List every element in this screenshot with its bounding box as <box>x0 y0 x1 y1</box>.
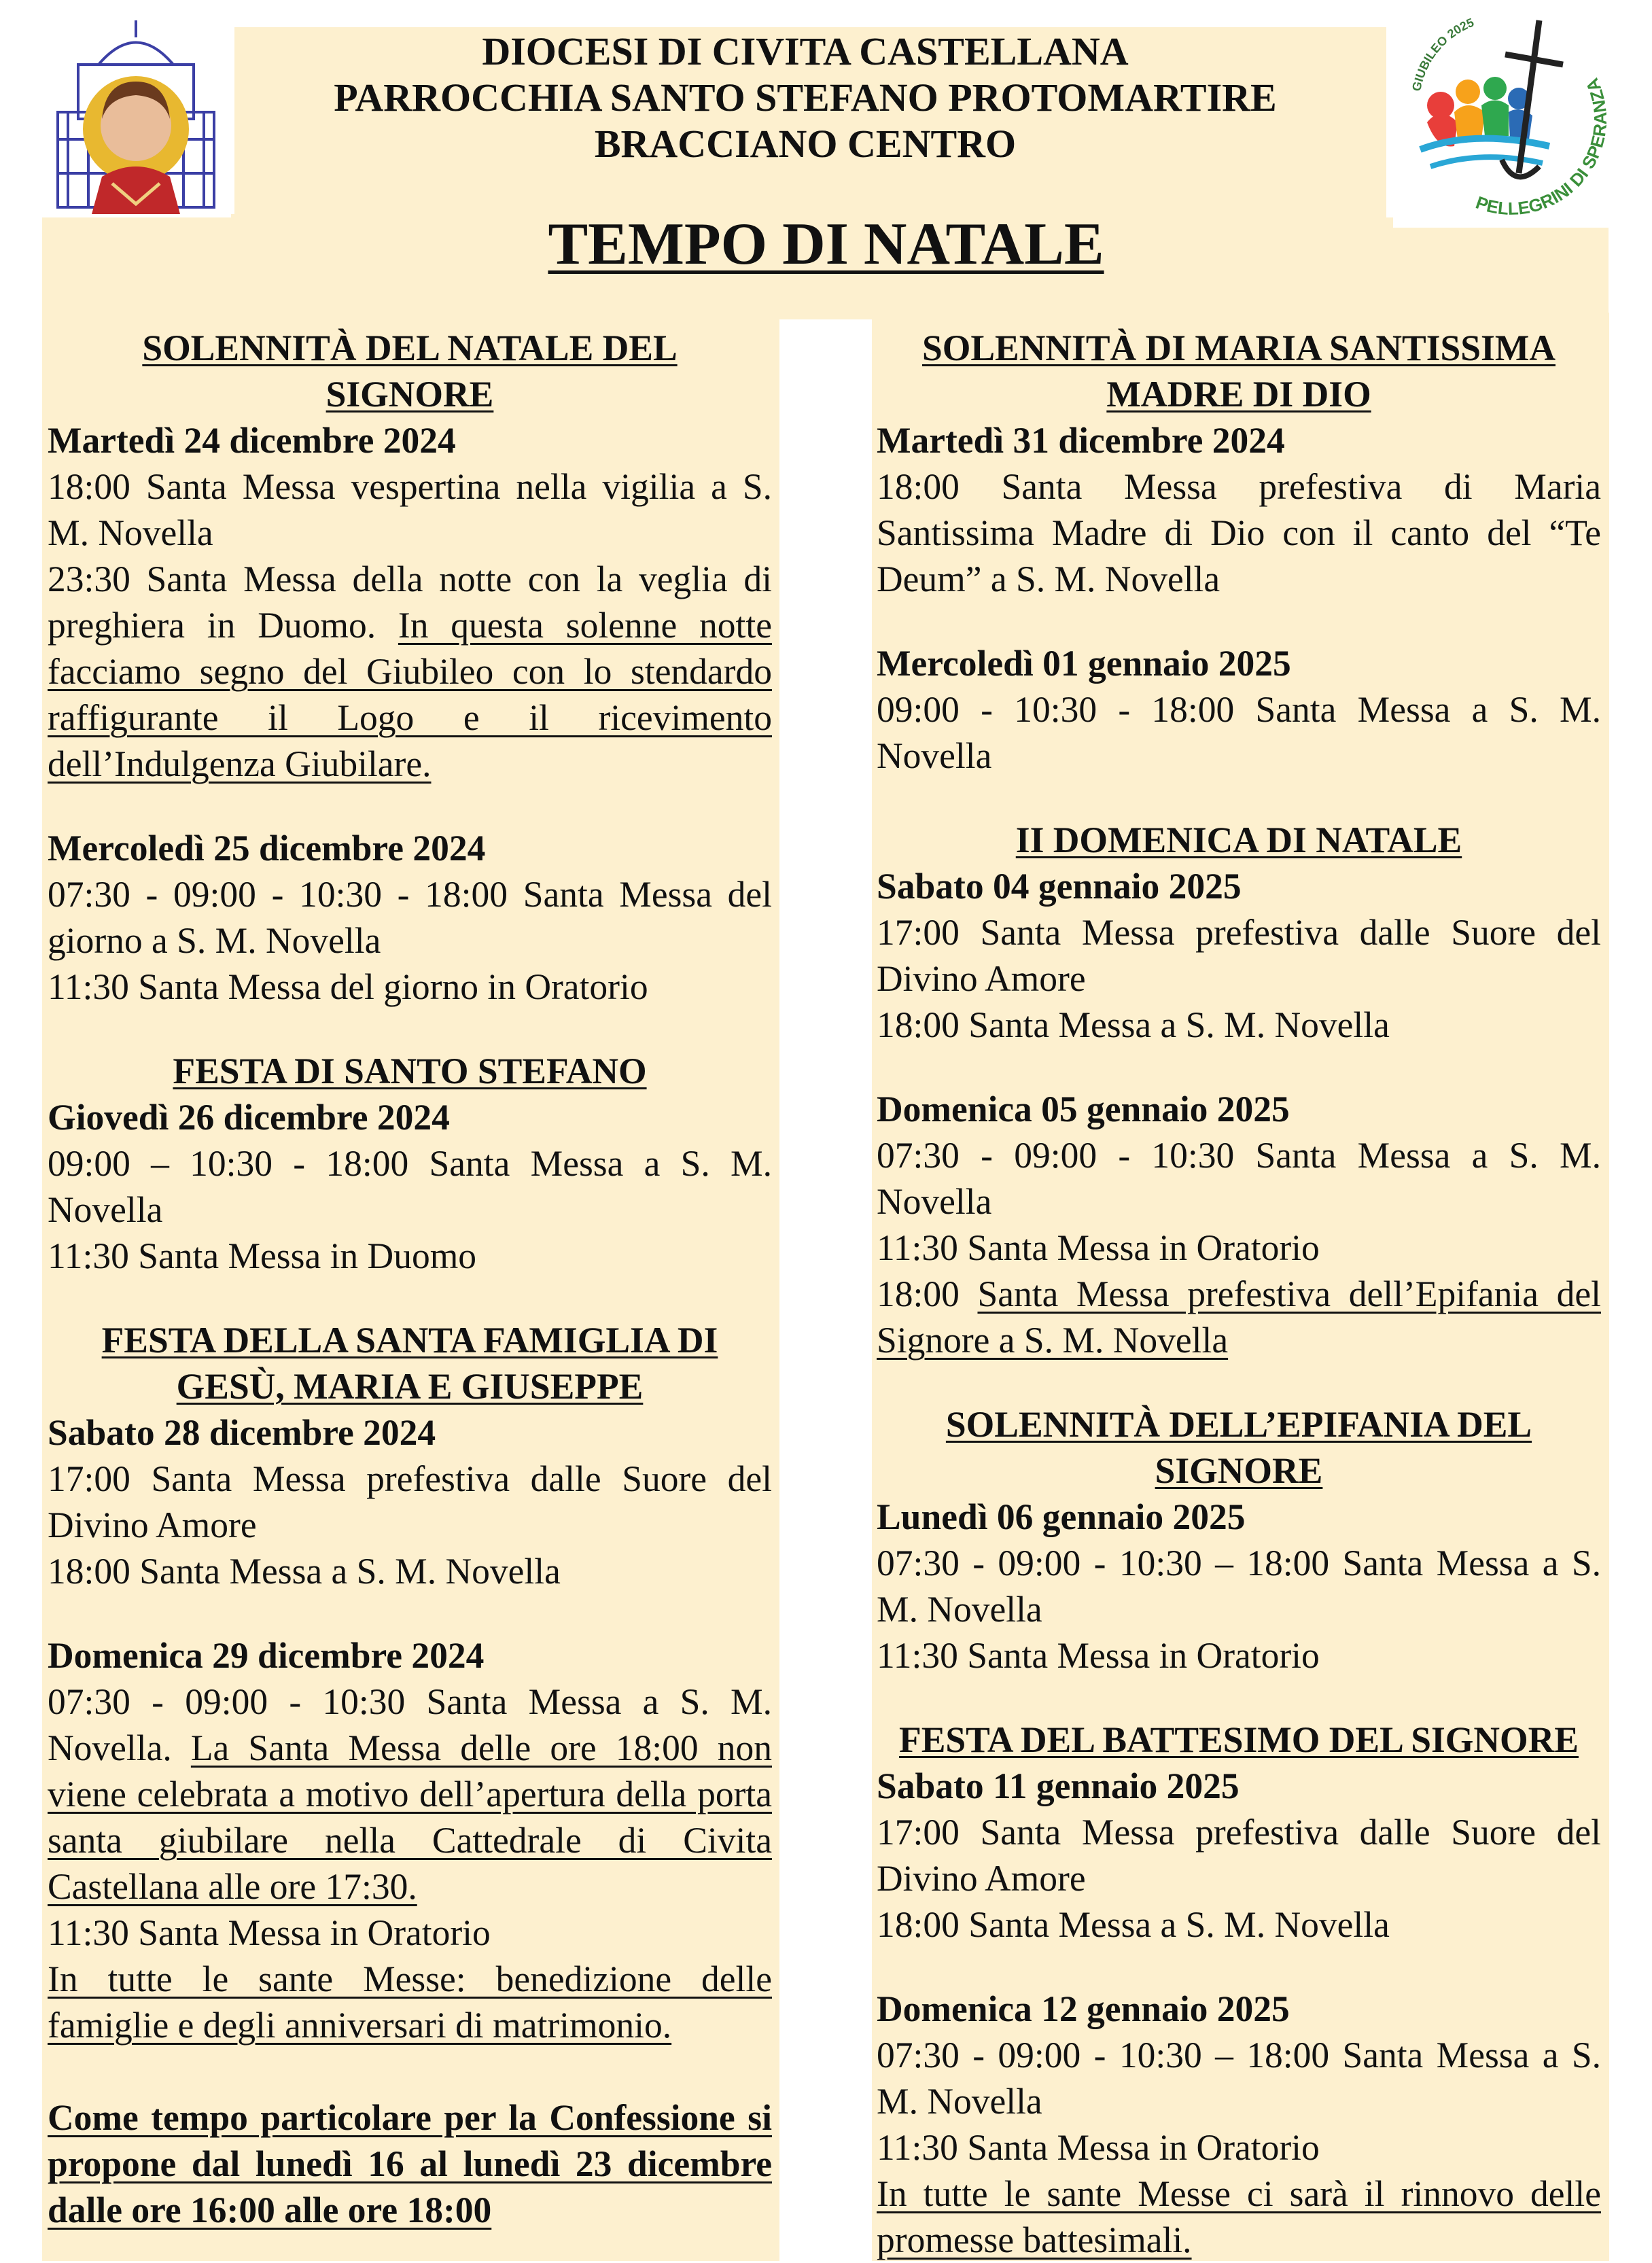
date-heading: Sabato 11 gennaio 2025 <box>877 1766 1240 1806</box>
church-saint-logo <box>37 17 234 214</box>
section-heading: SOLENNITÀ DELL’EPIFANIA DEL SIGNORE <box>945 1404 1532 1491</box>
section-heading: FESTA DEL BATTESIMO DEL SIGNORE <box>899 1719 1579 1760</box>
page-title: TEMPO DI NATALE <box>548 211 1104 277</box>
section-heading: II DOMENICA DI NATALE <box>1015 820 1462 860</box>
schedule-text: 11:30 Santa Messa in Oratorio <box>877 2127 1320 2168</box>
schedule-text: 07:30 - 09:00 - 10:30 – 18:00 Santa Messa a S. M. Novella <box>877 2035 1601 2122</box>
parish-name: PARROCCHIA SANTO STEFANO PROTOMARTIRE <box>334 75 1277 120</box>
schedule-text: 07:30 - 09:00 - 10:30 Santa Messa a S. M. Novella <box>877 1135 1601 1222</box>
date-heading: Giovedì 26 dicembre 2024 <box>48 1097 450 1138</box>
date-heading: Sabato 04 gennaio 2025 <box>877 866 1242 907</box>
schedule-text: 09:00 – 10:30 - 18:00 Santa Messa a S. M. Novella <box>48 1143 772 1230</box>
schedule-text: 11:30 Santa Messa del giorno in Oratorio <box>48 966 648 1007</box>
schedule-text: 18:00 Santa Messa a S. M. Novella <box>48 1551 561 1592</box>
schedule-text: 18:00 Santa Messa prefestiva dell’Epifania del Signore a S. M. Novella <box>877 1274 1601 1361</box>
diocese-name: DIOCESI DI CIVITA CASTELLANA <box>482 29 1129 73</box>
schedule-text: 18:00 Santa Messa vespertina nella vigilia a S. M. Novella <box>48 466 772 553</box>
section-heading: SOLENNITÀ DI MARIA SANTISSIMA MADRE DI DIO <box>922 328 1556 415</box>
schedule-text: 17:00 Santa Messa prefestiva dalle Suore del Divino Amore <box>48 1458 772 1545</box>
section-heading: FESTA DI SANTO STEFANO <box>173 1051 647 1091</box>
schedule-text: 11:30 Santa Messa in Duomo <box>48 1235 477 1276</box>
schedule-text: 18:00 Santa Messa a S. M. Novella <box>877 1004 1390 1045</box>
schedule-text: 07:30 - 09:00 - 10:30 – 18:00 Santa Messa a S. M. Novella <box>877 1543 1601 1630</box>
schedule-text: 23:30 Santa Messa della notte con la veglia di preghiera in Duomo. In questa solenne notte facciamo segno del Giubileo con lo stendardo raffigurante il Logo e il ricevimento dell’Indulgenza Giubilare. <box>48 559 772 784</box>
section-heading: SOLENNITÀ DEL NATALE DEL SIGNORE <box>142 328 678 415</box>
page-header <box>231 29 1379 167</box>
date-heading: Domenica 05 gennaio 2025 <box>877 1089 1290 1129</box>
schedule-note: In tutte le sante Messe ci sarà il rinnovo delle promesse battesimali. <box>877 2173 1601 2260</box>
date-heading: Martedì 31 dicembre 2024 <box>877 420 1285 461</box>
schedule-text: 11:30 Santa Messa in Oratorio <box>877 1227 1320 1268</box>
schedule-text: 11:30 Santa Messa in Oratorio <box>877 1635 1320 1676</box>
jubilee-2025-logo <box>1393 3 1617 228</box>
schedule-text: 18:00 Santa Messa a S. M. Novella <box>877 1904 1390 1945</box>
date-heading: Domenica 12 gennaio 2025 <box>877 1988 1290 2029</box>
date-heading: Martedì 24 dicembre 2024 <box>48 420 456 461</box>
schedule-text: 17:00 Santa Messa prefestiva dalle Suore del Divino Amore <box>877 912 1601 999</box>
confession-note: Come tempo particolare per la Confessione si propone dal lunedì 16 al lunedì 23 dicembre dalle ore 16:00 alle ore 18:00 <box>48 2097 772 2230</box>
date-heading: Lunedì 06 gennaio 2025 <box>877 1496 1246 1537</box>
schedule-text: 07:30 - 09:00 - 10:30 Santa Messa a S. M. Novella. La Santa Messa delle ore 18:00 non viene celebrata a motivo dell’apertura della porta santa giubilare nella Cattedrale di Civita Castellana alle ore 17:30. <box>48 1681 772 1907</box>
schedule-text: 07:30 - 09:00 - 10:30 - 18:00 Santa Messa del giorno a S. M. Novella <box>48 874 772 961</box>
date-heading: Mercoledì 01 gennaio 2025 <box>877 643 1291 684</box>
schedule-note: In tutte le sante Messe: benedizione delle famiglie e degli anniversari di matrimonio. <box>48 1959 772 2046</box>
jubilee-arc-bottom: PELLEGRINI DI SPERANZA <box>1473 75 1611 219</box>
parish-location: BRACCIANO CENTRO <box>594 122 1017 166</box>
section-heading: FESTA DELLA SANTA FAMIGLIA DI GESÙ, MARIA E GIUSEPPE <box>101 1320 718 1407</box>
date-heading: Sabato 28 dicembre 2024 <box>48 1412 436 1453</box>
schedule-text: 11:30 Santa Messa in Oratorio <box>48 1912 491 1953</box>
right-column <box>877 325 1601 2263</box>
jubilee-arc-top: GIUBILEO 2025 <box>1409 15 1476 92</box>
schedule-text: 18:00 Santa Messa prefestiva di Maria Santissima Madre di Dio con il canto del “Te Deum” a S. M. Novella <box>877 466 1601 599</box>
date-heading: Domenica 29 dicembre 2024 <box>48 1635 485 1676</box>
date-heading: Mercoledì 25 dicembre 2024 <box>48 828 486 869</box>
left-column <box>48 325 772 2233</box>
schedule-text: 17:00 Santa Messa prefestiva dalle Suore del Divino Amore <box>877 1812 1601 1899</box>
schedule-text: 09:00 - 10:30 - 18:00 Santa Messa a S. M. Novella <box>877 689 1601 776</box>
